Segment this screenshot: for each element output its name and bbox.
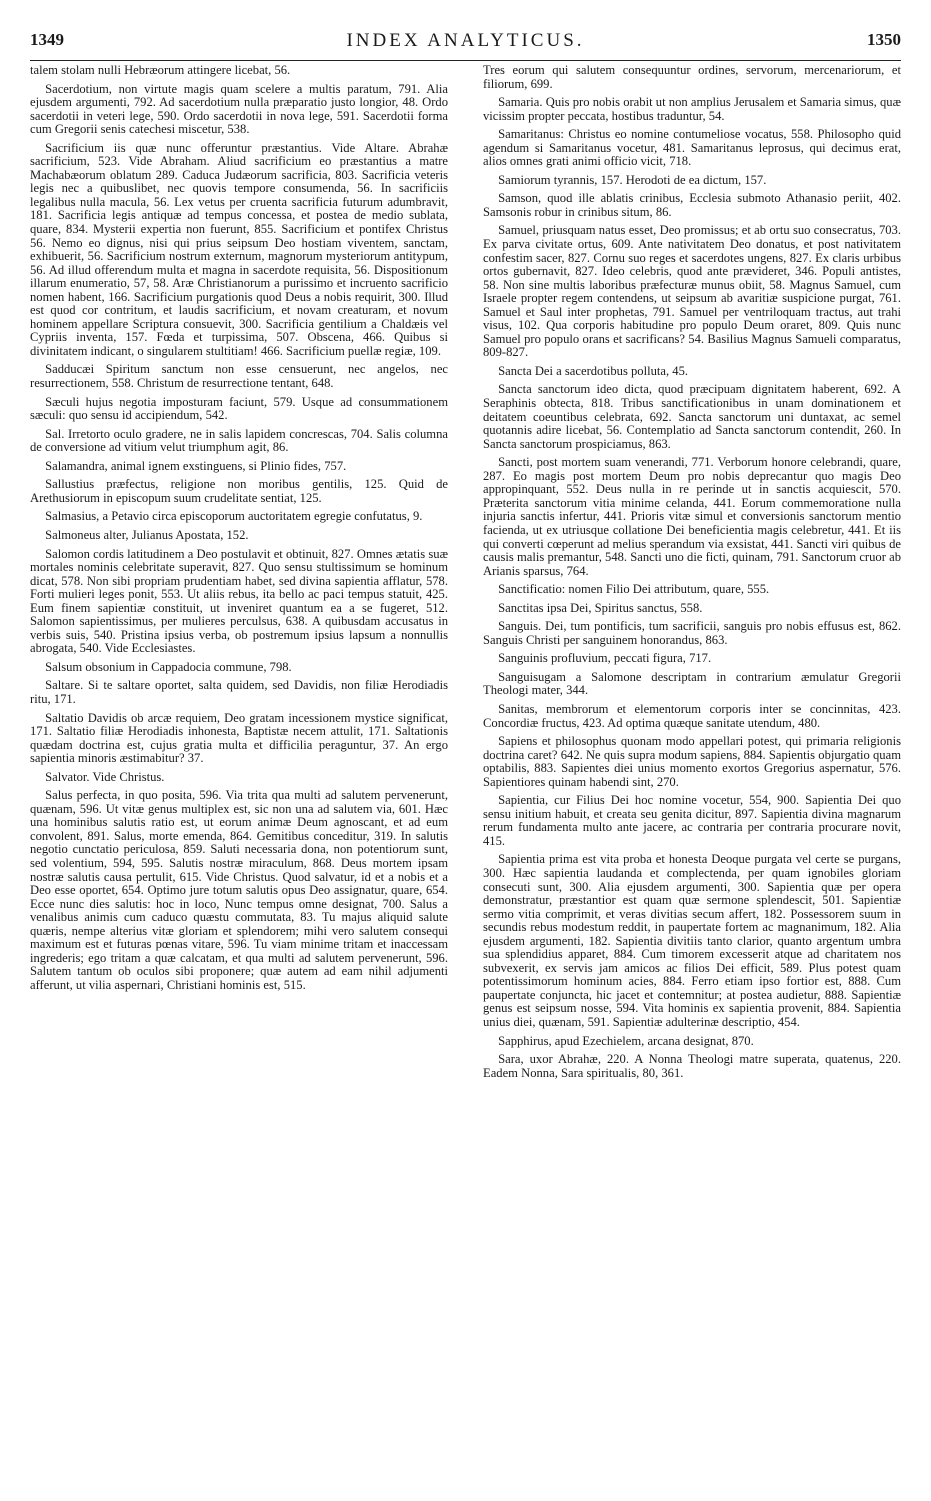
index-entry: Sancta sanctorum ideo dicta, quod præcipuam dignitatem haberent, 692. A Seraphinis obtecta, 818. Tribus sanctificationibus in unam dominationem et deitatem coeuntibus celebrata, 692. Sancta sanctorum uni duntaxat, ac semel quotannis adire licebat, 56. Contemplatio ad Sancta sanctorum contendit, 260. In Sancta sanctorum prospiciamus, 863. [483,382,901,451]
index-entry: Sallustius præfectus, religione non moribus gentilis, 125. Quid de Arethusiorum in episcopum suum crudelitate sentiat, 125. [30,477,448,505]
index-entry: talem stolam nulli Hebræorum attingere licebat, 56. [30,64,291,77]
index-entry: Sancti, post mortem suam venerandi, 771. Verborum honore celebrandi, quare, 287. Eo magis post mortem Deum pro nobis deprecantur quo magis Deo appropinquant, 552. Deus nulla in re perinde ut in sanctis acquiescit, 570. Præterita sanctorum vitia minime celanda, 441. Eorum commemoratione nulla injuria sanctis infertur, 441. Prioris vitæ simul et conversionis sanctorum mentio facienda, ut ex utriusque collatione Dei beneficientia magis celebretur, 441. Et iis qui converti cœperunt ad melius sperandum via exsistat, 441. Sancti viri quibus de causis malis premantur, 548. Sancti uno die ficti, quinam, 791. Sanctorum cruor ab Arianis sparsus, 764. [483,455,901,578]
index-entry: Sanguinis profluvium, peccati figura, 717. [498,651,712,666]
index-entry: Samaria. Quis pro nobis orabit ut non amplius Jerusalem et Samaria simus, quæ vicissim propter peccata, hostibus traduntur, 54. [483,95,901,123]
page-header [30,26,901,61]
index-entry: Sanctificatio: nomen Filio Dei attributum, quare, 555. [498,582,770,597]
index-entry: Samiorum tyrannis, 157. Herodoti de ea dictum, 157. [498,172,767,187]
index-entry: Sanguis. Dei, tum pontificis, tum sacrificii, sanguis pro nobis effusus est, 862. Sanguis Christi per sanguinem honorandus, 863. [483,619,901,647]
index-entry: Samaritanus: Christus eo nomine contumeliose vocatus, 558. Philosopho quid agendum si Samaritanus vocetur, 481. Samaritanus leprosus, qui decimus erat, alios omnes grati animi officio vicit, 718. [483,127,901,169]
running-title: INDEX ANALYTICUS. [346,30,585,51]
right-column [483,64,901,1494]
index-entry: Sacerdotium, non virtute magis quam scelere a multis paratum, 791. Alia ejusdem argumenti, 792. Ad sacerdotium nulla præparatio justo longior, 48. Ordo sacerdotii in veteri lege, 590. Ordo sacerdotii in nova lege, 591. Sacerdotii forma cum Gregorii senis catechesi miscetur, 538. [30,81,448,137]
right-page-number: 1350 [867,30,901,49]
index-entry: Salus perfecta, in quo posita, 596. Via trita qua multi ad salutem pervenerunt, quænam, 596. Ut vitæ genus multiplex est, sic non una ad salutem via, 601. Hæc una hominibus salutis ratio est, ut eorum animæ Deum agnoscant, et ad eum convolent, 891. Salus, morte emenda, 864. Gemitibus conceditur, 319. In salutis negotio cunctatio periculosa, 859. Saluti necessaria dona, non potentiorum sunt, sed volentium, 594, 595. Salutis nostræ miraculum, 868. Deus mortem ipsam nostræ salutis causa pertulit, 615. Vide Christus. Quod salvatur, id et a nobis et a Deo esse oportet, 654. Optimo jure totum salutis opus Deo assignatur, quare, 654. Ecce nunc dies salutis: hoc in loco, Nunc tempus omne designat, 700. Salus a venalibus animis cum caduco quæstu commutata, 83. Tu majus aliquid salute quæris, nempe alterius vitæ gloriam et splendorem; mihi vero salutem consequi maximum est et futuras pœnas vitare, 596. Tu viam minime tritam et inaccessam ingrederis; ego tritam a quæ calcatam, et qua multi ad salutem pervenerunt, 596. Salutem tantum ob oculos sibi proponere; quæ autem ad eam nihil adjumenti afferunt, ut vilia aspernari, Christiani hominis est, 515. [30,788,448,992]
index-entry: Sanitas, membrorum et elementorum corporis inter se concinnitas, 423. Concordiæ fructus, 423. Ad optima quæque sanitate utendum, 480. [483,701,901,730]
index-entry: Sadducæi Spiritum sanctum non esse censuerunt, nec angelos, nec resurrectionem, 558. Christum de resurrectione tentant, 648. [30,362,448,391]
index-entry: Salmasius, a Petavio circa episcoporum auctoritatem egregie confutatus, 9. [45,509,423,524]
index-entry: Samson, quod ille ablatis crinibus, Ecclesia submoto Athanasio periit, 402. Samsonis robur in crinibus situm, 86. [483,191,901,219]
index-entry: Saltare. Si te saltare oportet, salta quidem, sed Davidis, non filiæ Herodiadis ritu, 171. [30,678,448,706]
index-entry: Samuel, priusquam natus esset, Deo promissus; et ab ortu suo consecratus, 703. Ex parva civitate ortus, 609. Ante nativitatem Deo donatus, et post nativitatem confestim sacer, 827. Cornu suo reges et sacerdotes ungens, 827. Ex claris urbibus ortos gubernavit, 827. Ideo celebris, quod ante prævideret, 346. Populi antistes, 58. Non sine multis laboribus præfecturæ munus obiit, 58. Magnus Samuel, cum Israele propter regem contendens, ut seipsum ab avaritiæ suspicione purgat, 761. Samuel et Saul inter prophetas, 791. Samuel per ventriloquam tractus, aut trahi visus, 102. Qua corporis habitudine pro populo Deum oraret, 809. Quis nunc Samuel pro populo orans et sacrificans? 54. Basilius Magnus Samueli comparatus, 809-827. [483,223,901,360]
index-entry: Saltatio Davidis ob arcæ requiem, Deo gratam incessionem mystice significat, 171. Saltatio filiæ Herodiadis inhonesta, Baptistæ necem attulit, 171. Saltationis quædam doctrina est, cujus gratia multa et difficilia peraguntur, 37. An ergo sapientia minoris æstimabitur? 37. [30,710,448,766]
index-entry: Sacrificium iis quæ nunc offeruntur præstantius. Vide Altare. Abrahæ sacrificium, 523. Vide Abraham. Aliud sacrificium eo præstantius a matre Machabæorum oblatum 289. Caduca Judæorum sacrificia, 803. Sacrificia veteris legis nec a quibuslibet, nec quovis tempore consumenda, 56. In sacrificiis legalibus nulla macula, 56. Lex vetus per cruenta sacrificia futurum adumbravit, 181. Sacrificia legis antiquæ ad tempus concessa, et postea de medio sublata, quare, 834. Mysterii expertia non fuerunt, 855. Sacrificium et pontifex Christus 56. Nemo eo dignus, nisi qui prius seipsum Deo hostiam viventem, sanctam, exhibuerit, 56. Sacrificium nostrum externum, magnorum mysteriorum antitypum, 56. Ad illud offerendum multa et magna in sacerdote requisita, 56. Dispositionum illarum enumeratio, 57, 58. Aræ Christianorum a purissimo et incruento sacrificio nomen habent, 166. Sacrificium purgationis quod Deus a nobis requirit, 300. Illud est quod cor contritum, et laudis sacrificium, et novam creaturam, et novum hominem appellare Scriptura consuevit, 300. Sacrificia gentilium a Chaldæis vel Cypriis inventa, 157. Fœda et turpissima, 507. Obscena, 466. Quibus si divinitatem indicant, o singularem stultitiam! 466. Sacrificium puellæ regiæ, 109. [30,140,448,358]
index-entry: Salvator. Vide Christus. [45,769,165,784]
index-entry: Tres eorum qui salutem consequuntur ordines, servorum, mercenariorum, et filiorum, 699. [483,64,901,91]
index-entry: Salomon cordis latitudinem a Deo postulavit et obtinuit, 827. Omnes ætatis suæ mortales nominis celebritate superavit, 827. Quo sensu stultissimum se hominum dicat, 578. Non sibi propriam prudentiam habet, sed divina sapientia afflatur, 578. Forti mulieri leges ponit, 553. Ut aliis rebus, ita bello ac paci tempus statuit, 425. Eum finem sapientiæ constituit, ut inveniret quantum ea a se fugeret, 512. Salomon sapientissimus, per mulieres perculsus, 638. A quibusdam accusatus in verbis suis, 540. Pristina ipsius verba, ob postremum ipsius lapsum a nonnullis abrogata, 540. Vide Ecclesiastes. [30,546,448,656]
index-entry: Sanguisugam a Salomone descriptam in contrarium æmulatur Gregorii Theologi mater, 344. [483,669,901,698]
index-entry: Sara, uxor Abrahæ, 220. A Nonna Theologi matre superata, quatenus, 220. Eadem Nonna, Sara spiritualis, 80, 361. [483,1052,901,1080]
left-column [30,64,448,1494]
index-entry: Salsum obsonium in Cappadocia commune, 798. [45,659,292,674]
index-entry: Sal. Irretorto oculo gradere, ne in salis lapidem concrescas, 704. Salis columna de conversione ad vitium velut triumphum agit, 86. [30,426,448,455]
index-entry: Salmoneus alter, Julianus Apostata, 152. [45,527,249,542]
left-page-number: 1349 [30,30,64,49]
index-entry: Sapientia, cur Filius Dei hoc nomine vocetur, 554, 900. Sapientia Dei quo sensu initium habuit, et creata seu genita dicitur, 897. Sapientia divina magnarum rerum fundamenta multo ante jacere, ac contraria per contraria procurare novit, 415. [483,793,901,848]
index-entry: Salamandra, animal ignem exstinguens, si Plinio fides, 757. [45,458,347,473]
index-entry: Sapiens et philosophus quonam modo appellari potest, qui primaria religionis doctrina caret? 642. Ne quis supra modum sapiens, 884. Sapientis objurgatio quam optabilis, 883. Sapientes diei unius momento exortos Gregorius aspernatur, 576. Sapientiores quinam habendi sint, 270. [483,734,901,789]
index-entry: Sapphirus, apud Ezechielem, arcana designat, 870. [498,1033,754,1048]
index-entry: Sapientia prima est vita proba et honesta Deoque purgata vel certe se purgans, 300. Hæc sapientia laudanda et complectenda, per quam ignobiles gloriam consecuti sunt, 300. Alia ejusdem argumenti, 300. Sapientia quæ per opera demonstratur, præstantior est quam quæ sermone splendescit, 501. Sapientiæ sermo vitia comprimit, et veras divitias secum affert, 182. Possessorem suum in secundis rebus modestum reddit, in paupertate fortem ac magnanimum, 182. Alia ejusdem argumenti, 182. Sapientia divitiis tanto clarior, quanto argentum umbra sua splendidius apparet, 884. Cum timorem excesserit atque ad charitatem nos subvexerit, ex servis jam amicos ac filios Dei efficit, 589. Plus potest quam potentissimorum hominum acies, 884. Ferro etiam ipso fortior est, 888. Cum paupertate conjuncta, hic jacet et contemnitur; at postea audietur, 888. Sapientiæ genus est seipsum nosse, 594. Vita hominis ex sapientia provenit, 884. Sapientia unius diei, quænam, 591. Sapientiæ adulterinæ descriptio, 454. [483,852,901,1029]
index-entry: Sanctitas ipsa Dei, Spiritus sanctus, 558. [498,600,703,615]
index-entry: Sæculi hujus negotia imposturam faciunt, 579. Usque ad consummationem sæculi: quo sensu id accipiendum, 542. [30,394,448,423]
index-entry: Sancta Dei a sacerdotibus polluta, 45. [498,363,689,378]
